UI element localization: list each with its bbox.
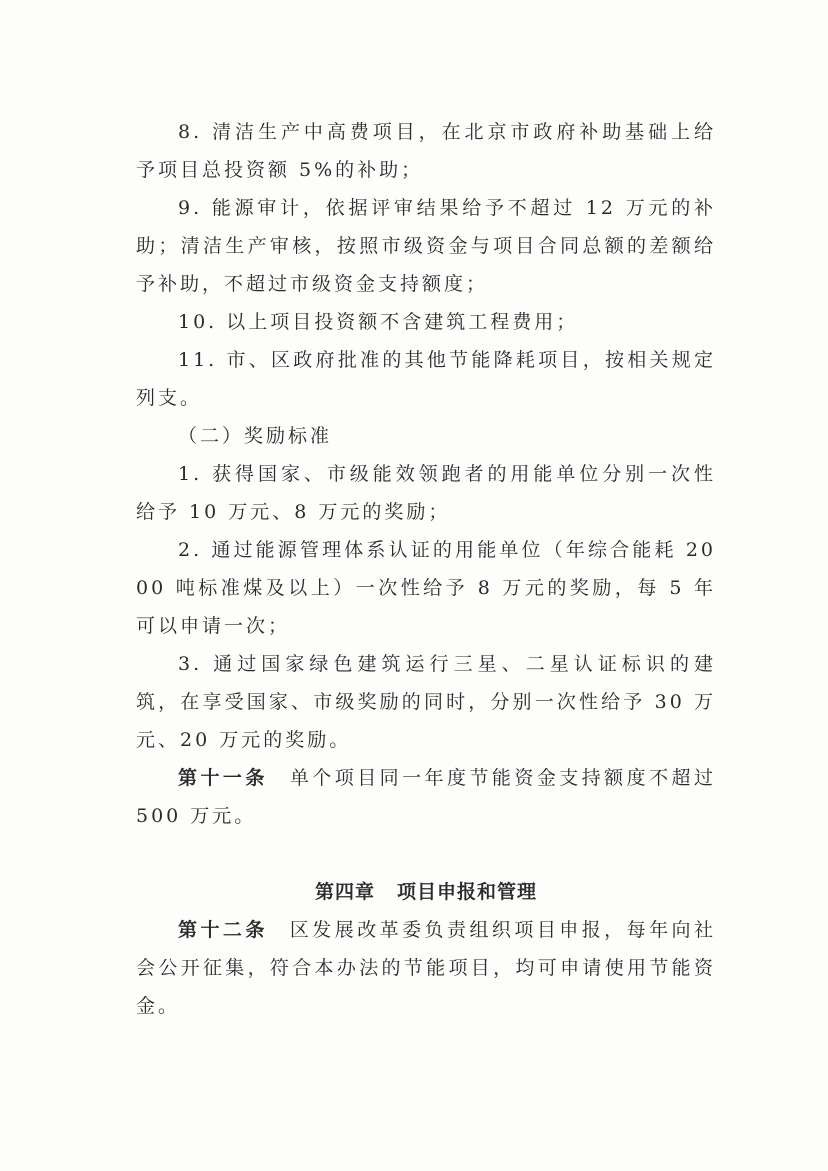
reward-item-1: 1. 获得国家、市级能效领跑者的用能单位分别一次性给予 10 万元、8 万元的奖励； (136, 463, 716, 523)
reward-item-2: 2. 通过能源管理体系认证的用能单位（年综合能耗 2000 吨标准煤及以上）一次性给予 8 万元的奖励，每 5 年可以申请一次； (136, 539, 716, 637)
section-heading-rewards: （二）奖励标准 (178, 425, 333, 447)
chapter-heading (136, 873, 716, 911)
reward-item-3: 3. 通过国家绿色建筑运行三星、二星认证标识的建筑，在享受国家、市级奖励的同时，分别一次性给予 30 万元、20 万元的奖励。 (136, 653, 716, 751)
document-body (136, 113, 716, 1025)
paragraph-item-9: 9. 能源审计，依据评审结果给予不超过 12 万元的补助；清洁生产审核，按照市级资金与项目合同总额的差额给予补助，不超过市级资金支持额度； (136, 197, 716, 295)
article-11-label: 第十一条 (178, 767, 268, 789)
article-11 (136, 759, 716, 835)
article-12-text: 区发展改革委负责组织项目申报，每年向社会公开征集，符合本办法的节能项目，均可申请使用节能资金。 (136, 919, 716, 1017)
paragraph-item-10: 10. 以上项目投资额不含建筑工程费用； (178, 311, 579, 333)
paragraph-item-8: 8. 清洁生产中高费项目，在北京市政府补助基础上给予项目总投资额 5%的补助； (136, 121, 716, 181)
article-11-text: 单个项目同一年度节能资金支持额度不超过 500 万元。 (136, 767, 716, 827)
paragraph-item-11: 11. 市、区政府批准的其他节能降耗项目，按相关规定列支。 (136, 349, 716, 409)
chapter-number: 第四章 (314, 881, 375, 903)
article-12-label: 第十二条 (178, 919, 268, 941)
chapter-title: 项目申报和管理 (397, 881, 538, 903)
article-12 (136, 911, 716, 1025)
